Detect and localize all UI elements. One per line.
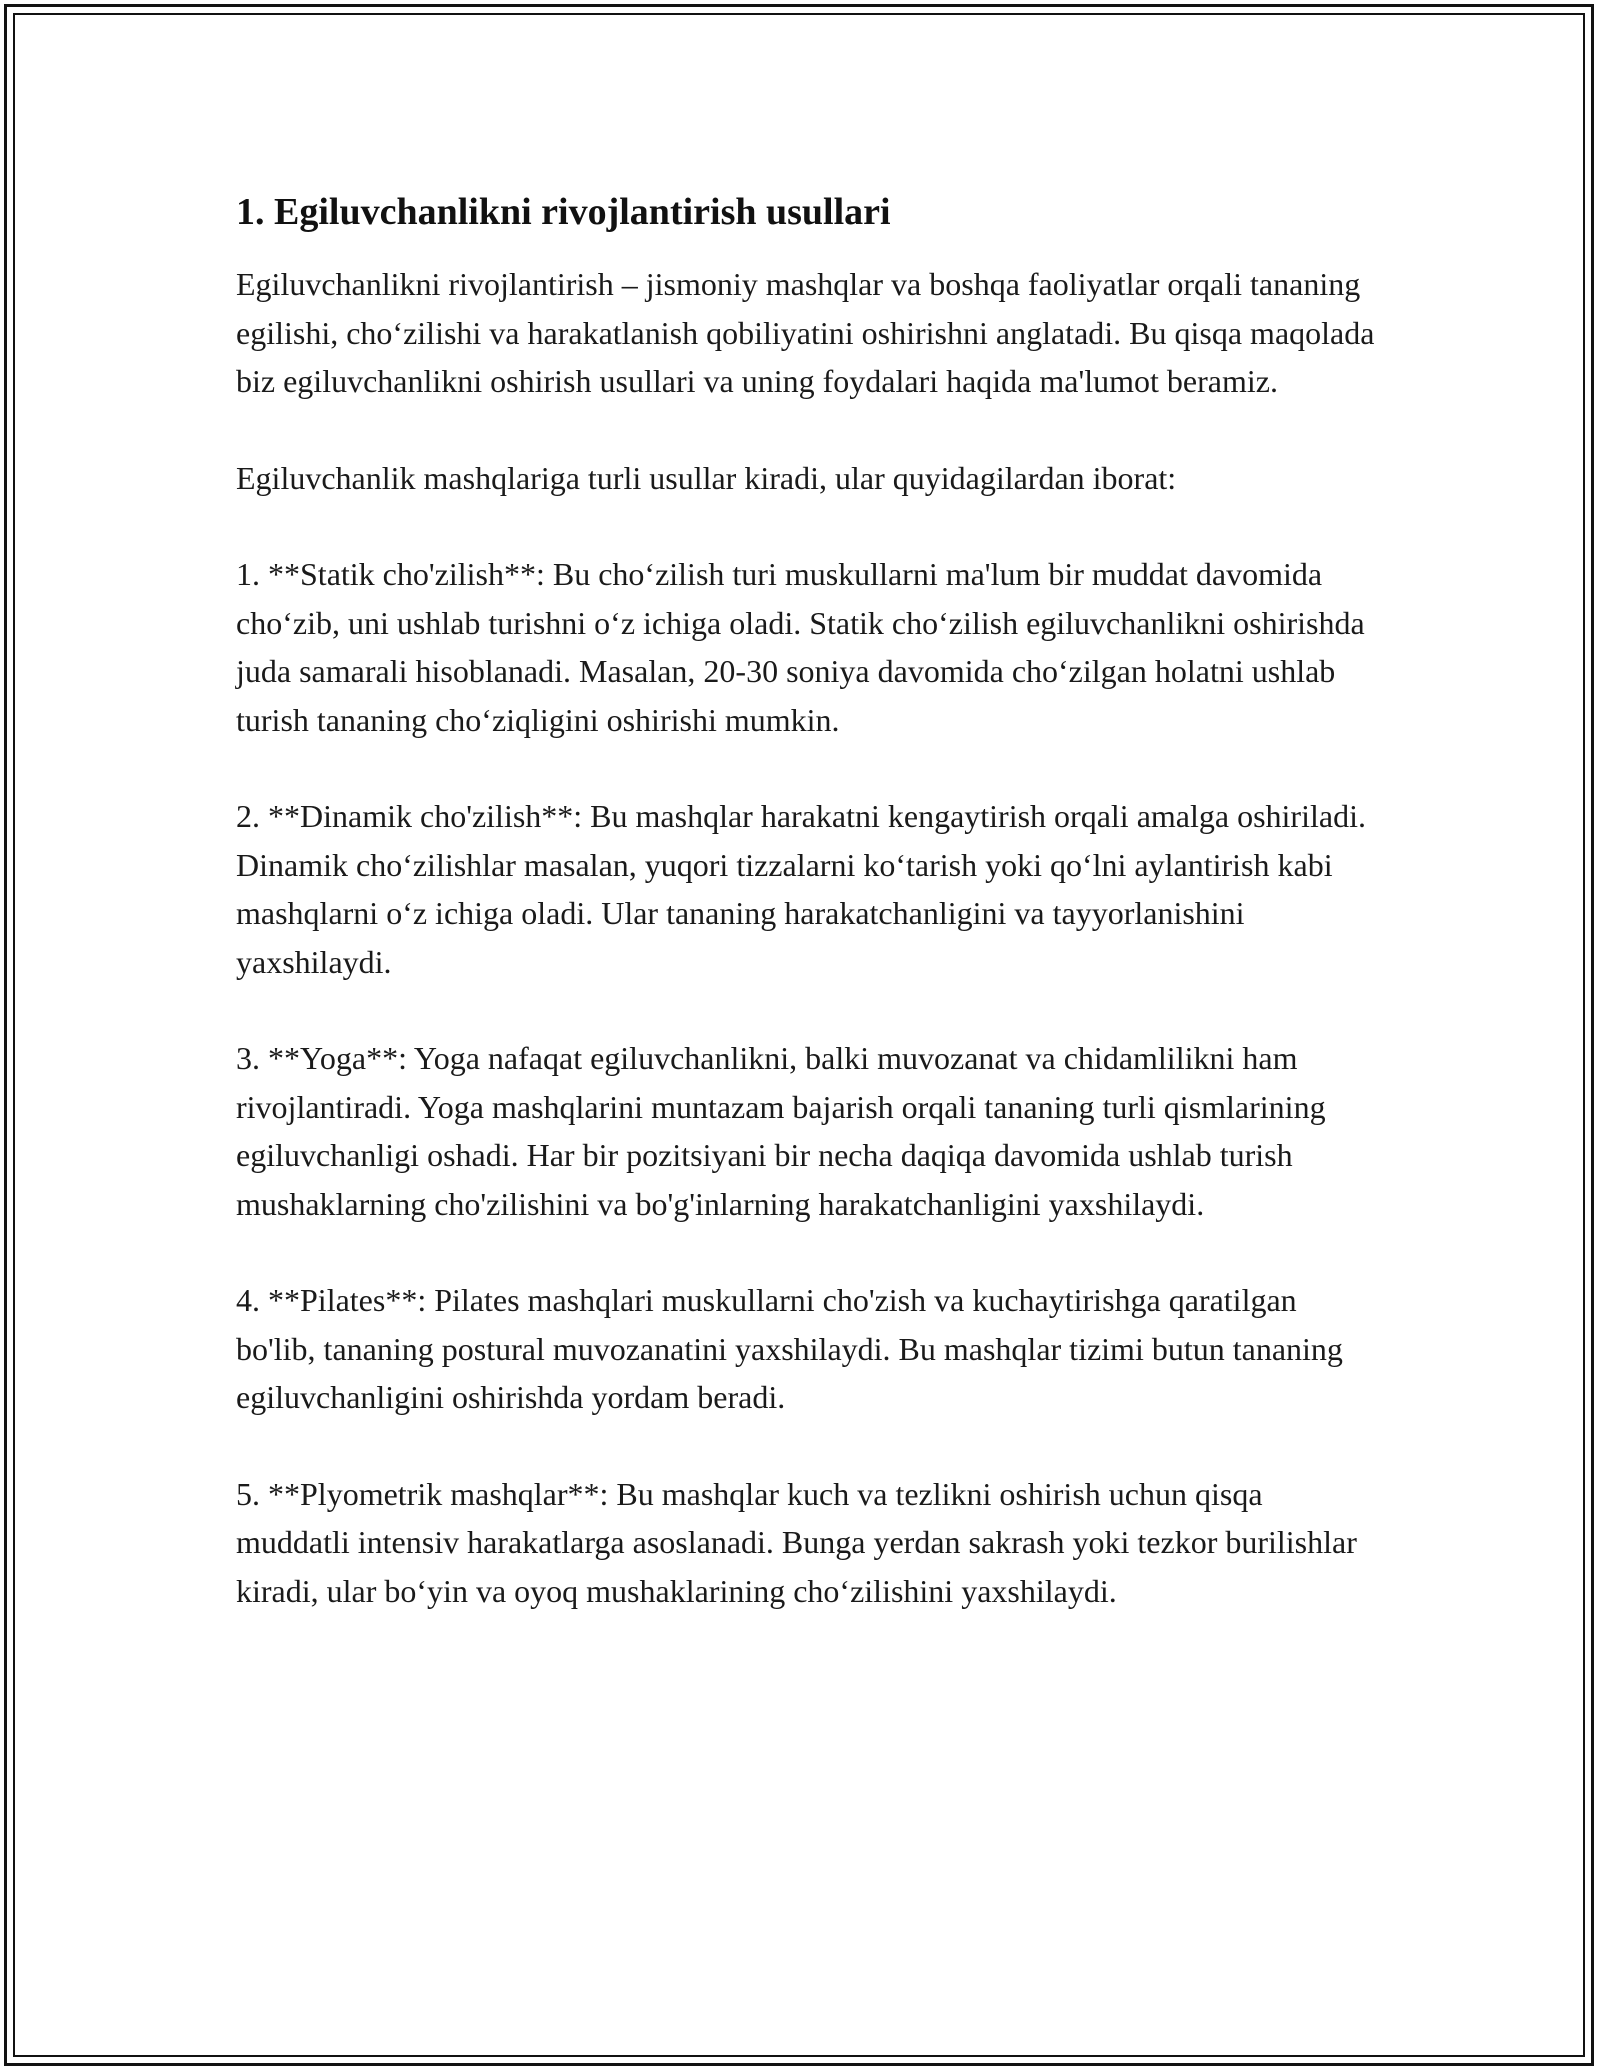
item-pilates: 4. **Pilates**: Pilates mashqlari muskullarni cho'zish va kuchaytirishga qaratilgan bo'lib, tananing postural muvozanatini yaxshilaydi. Bu mashqlar tizimi butun tananing egiluvchanligini oshirishda yordam beradi. [236, 1282, 1343, 1415]
item-static-stretching: 1. **Statik cho'zilish**: Bu cho‘zilish turi muskullarni ma'lum bir muddat davomida cho‘zib, uni ushlab turishni o‘z ichiga oladi. Statik cho‘zilish egiluvchanlikni oshirishda juda samarali hisoblanadi. Masalan, 20-30 soniya davomida cho‘zilgan holatni ushlab turish tananing cho‘ziqligini oshirishi mumkin. [236, 556, 1365, 738]
list-intro-paragraph: Egiluvchanlik mashqlariga turli usullar kiradi, ular quyidagilardan iborat: [236, 459, 1177, 496]
section-heading: 1. Egiluvchanlikni rivojlantirish usullari [236, 191, 891, 233]
item-dynamic-stretching: 2. **Dinamik cho'zilish**: Bu mashqlar harakatni kengaytirish orqali amalga oshiriladi. Dinamik cho‘zilishlar masalan, yuqori tizzalarni ko‘tarish yoki qo‘lni aylantirish kabi mashqlarni o‘z ichiga oladi. Ular tananing harakatchanligini va tayyorlanishini yaxshilaydi. [236, 798, 1366, 980]
document-body [236, 184, 1376, 1663]
item-plyometric: 5. **Plyometrik mashqlar**: Bu mashqlar kuch va tezlikni oshirish uchun qisqa muddatli intensiv harakatlarga asoslanadi. Bunga yerdan sakrash yoki tezkor burilishlar kiradi, ular bo‘yin va oyoq mushaklarining cho‘zilishini yaxshilaydi. [236, 1475, 1357, 1609]
item-yoga: 3. **Yoga**: Yoga nafaqat egiluvchanlikni, balki muvozanat va chidamlilikni ham rivojlantiradi. Yoga mashqlarini muntazam bajarish orqali tananing turli qismlarining egiluvchanligi oshadi. Har bir pozitsiyani bir necha daqiqa davomida ushlab turish mushaklarning cho'zilishini va bo'g'inlarning harakatchanligini yaxshilaydi. [236, 1040, 1326, 1222]
intro-paragraph: Egiluvchanlikni rivojlantirish – jismoniy mashqlar va boshqa faoliyatlar orqali tananing egilishi, cho‘zilishi va harakatlanish qobiliyatini oshirishni anglatadi. Bu qisqa maqolada biz egiluvchanlikni oshirish usullari va uning foydalari haqida ma'lumot beramiz. [236, 266, 1375, 399]
